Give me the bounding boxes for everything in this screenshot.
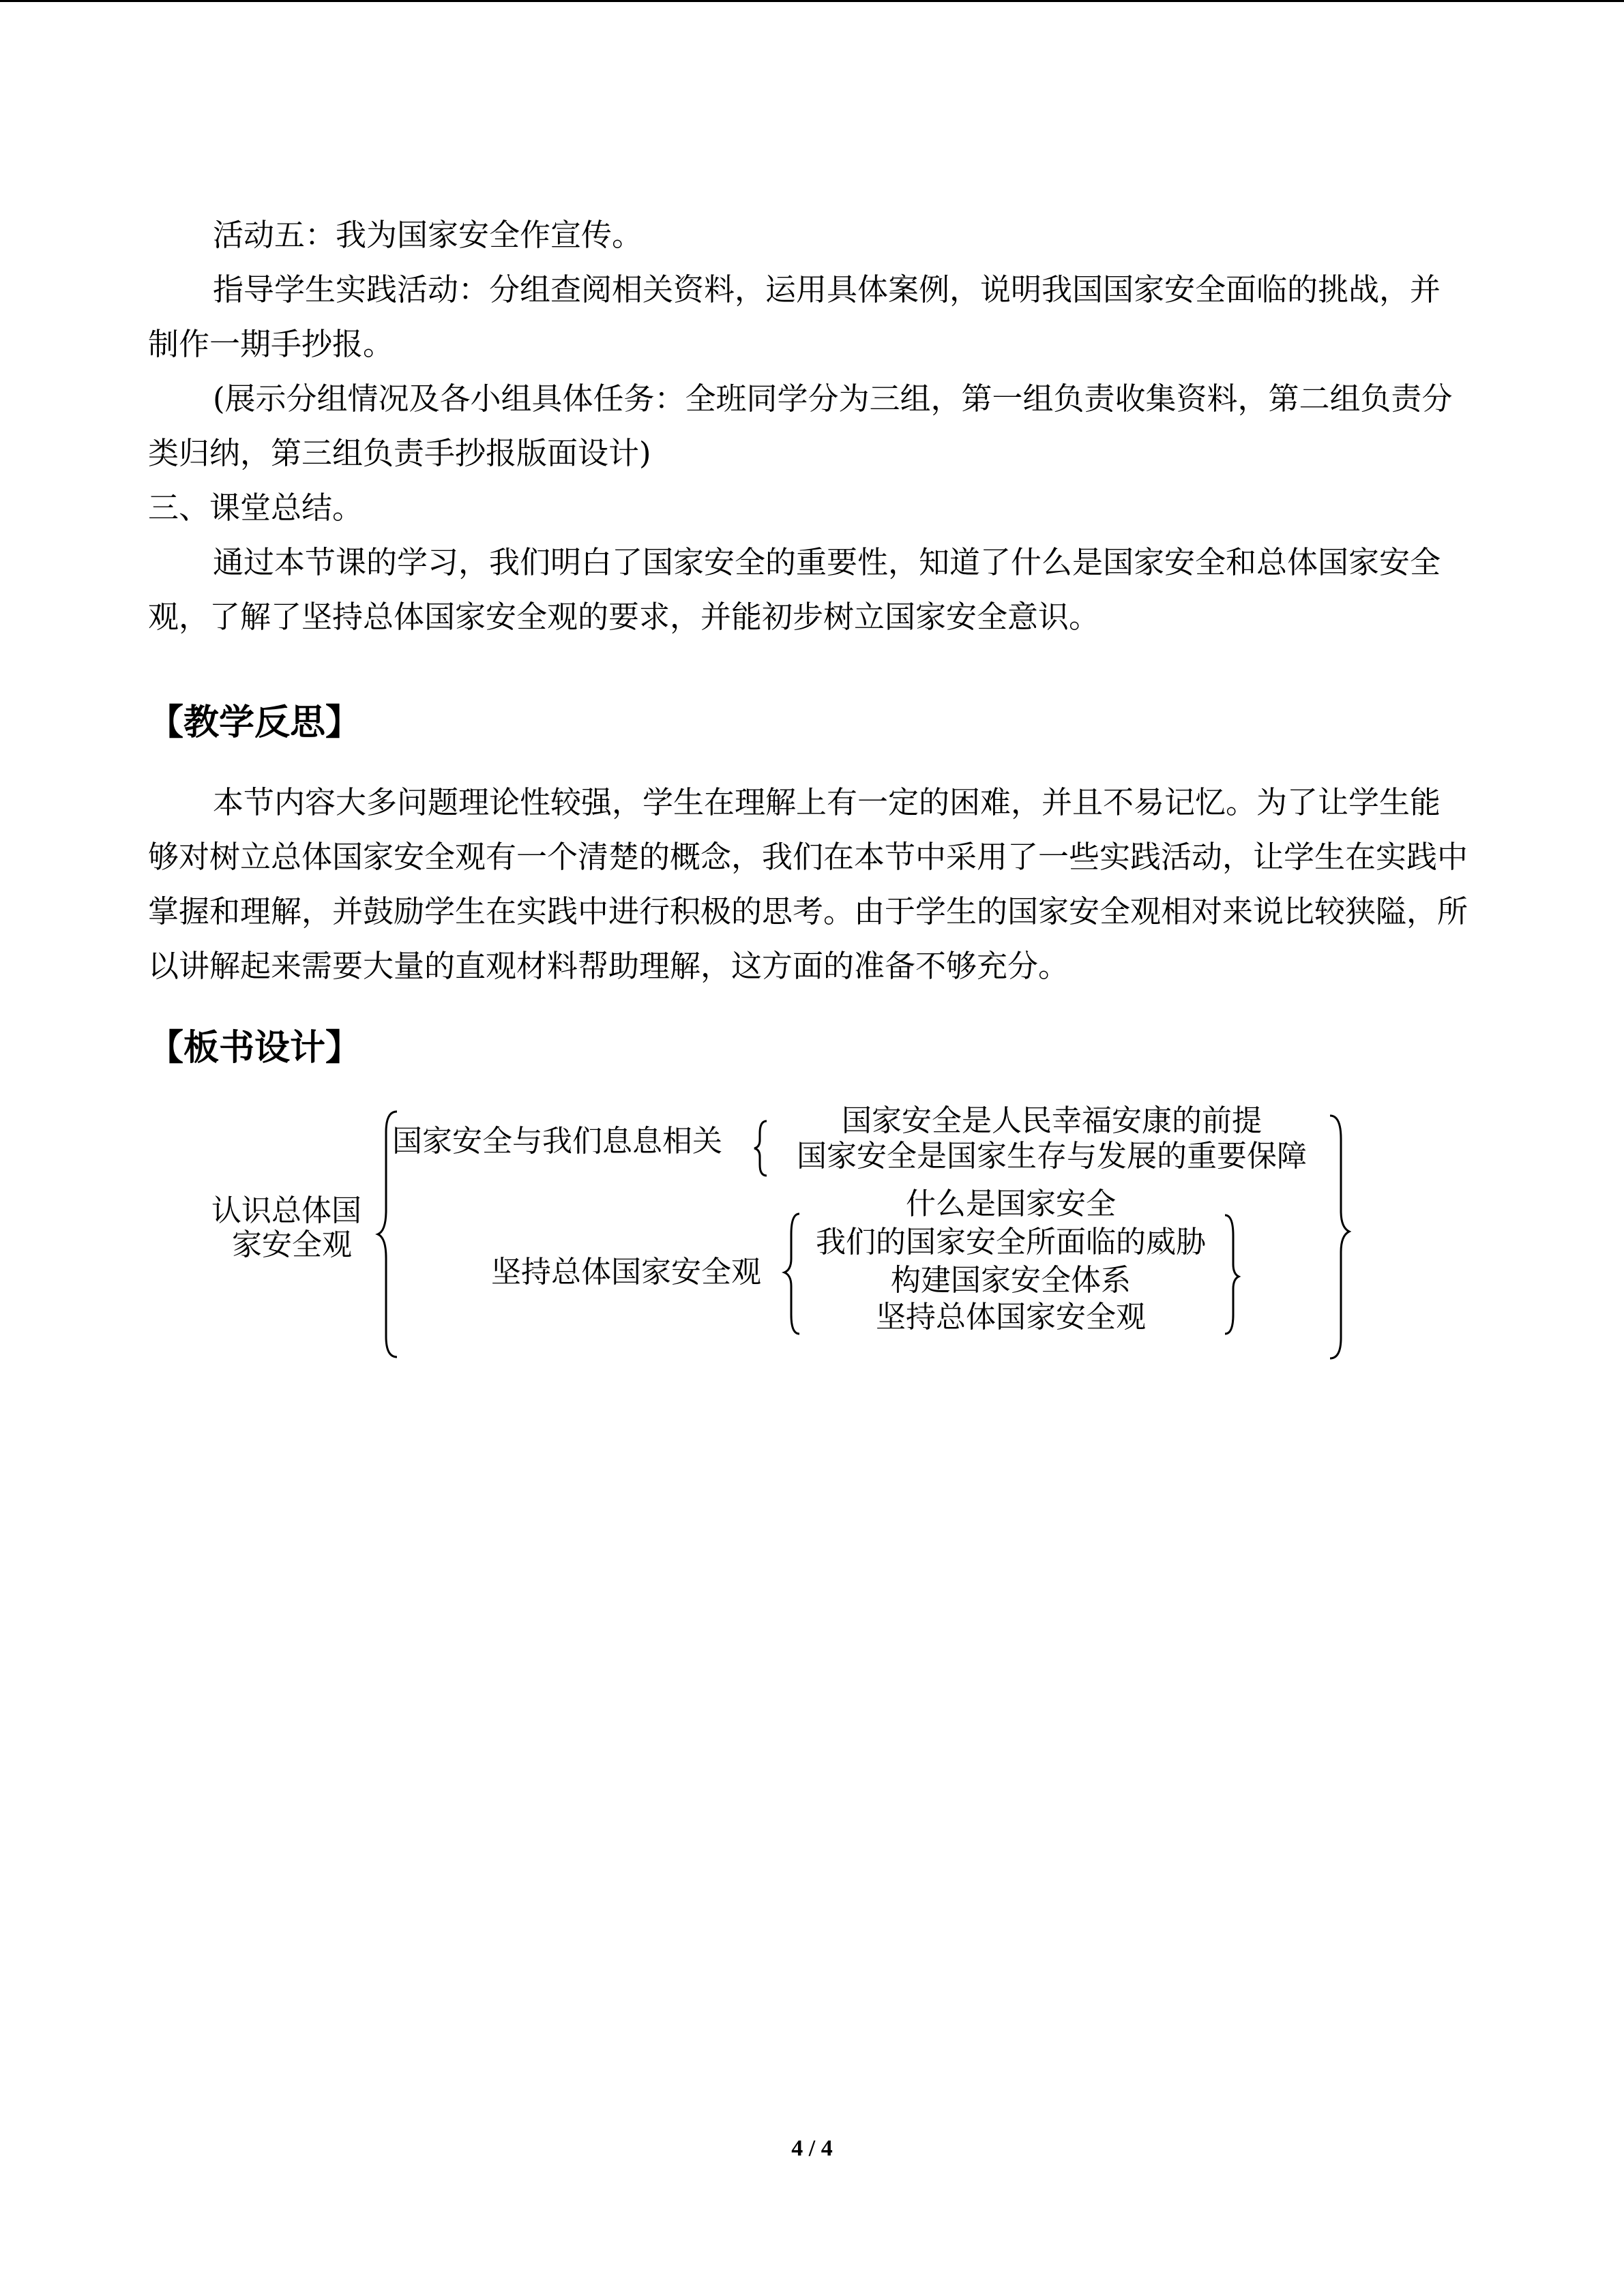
- reflection-heading: 【教学反思】: [148, 702, 361, 743]
- branch2-item-3: 构建国家安全体系: [891, 1263, 1131, 1298]
- branch2-item-4: 坚持总体国家安全观: [876, 1300, 1146, 1335]
- branch2-left-brace: [784, 1214, 799, 1334]
- branch1-item-1: 国家安全是人民幸福安康的前提: [842, 1103, 1262, 1138]
- reflection-section: [148, 775, 1469, 994]
- root-label-line2: 家安全观: [232, 1227, 352, 1262]
- branch2-item-1: 什么是国家安全: [906, 1187, 1116, 1221]
- branch2-item-2: 我们的国家安全所面临的威胁: [816, 1225, 1206, 1259]
- paragraph-activity-five: 活动五：我为国家安全作宣传。: [213, 217, 643, 253]
- branch1-title: 国家安全与我们息息相关: [392, 1124, 722, 1159]
- reflection-paragraph: 本节内容大多问题理论性较强，学生在理解上有一定的困难，并且不易记忆。为了让学生能够对树立总体国家安全观有一个清楚的概念，我们在本节中采用了一些实践活动，让学生在实践中掌握和理解，并鼓励学生在实践中进行积极的思考。由于学生的国家安全观相对来说比较狭隘，所以讲解起来需要大量的直观材料帮助理解，这方面的准备不够充分。: [148, 784, 1468, 984]
- paragraph-summary: 通过本节课的学习，我们明白了国家安全的重要性，知道了什么是国家安全和总体国家安全观，了解了坚持总体国家安全观的要求，并能初步树立国家安全意识。: [148, 544, 1441, 635]
- top-border-line: [0, 0, 1624, 2]
- branch2-right-brace: [1225, 1215, 1239, 1334]
- paragraph-summary-title: 三、课堂总结。: [148, 490, 364, 526]
- body-section-top: [148, 208, 1469, 644]
- board-design-diagram: [0, 1091, 1624, 1377]
- branch1-item-2: 国家安全是国家生存与发展的重要保障: [797, 1139, 1307, 1174]
- paragraph-grouping: (展示分组情况及各小组具体任务：全班同学分为三组，第一组负责收集资料，第二组负责分类归纳，第三组负责手抄报版面设计): [148, 381, 1453, 471]
- paragraph-guidance: 指导学生实践活动：分组查阅相关资料，运用具体案例，说明我国国家安全面临的挑战，并制作一期手抄报。: [148, 271, 1441, 362]
- root-label-line1: 认识总体国: [211, 1193, 361, 1228]
- board-heading: 【板书设计】: [148, 1028, 361, 1069]
- branch2-title: 坚持总体国家安全观: [491, 1255, 761, 1289]
- branch1-left-brace: [754, 1121, 767, 1176]
- page-number: 4 / 4: [791, 2136, 833, 2161]
